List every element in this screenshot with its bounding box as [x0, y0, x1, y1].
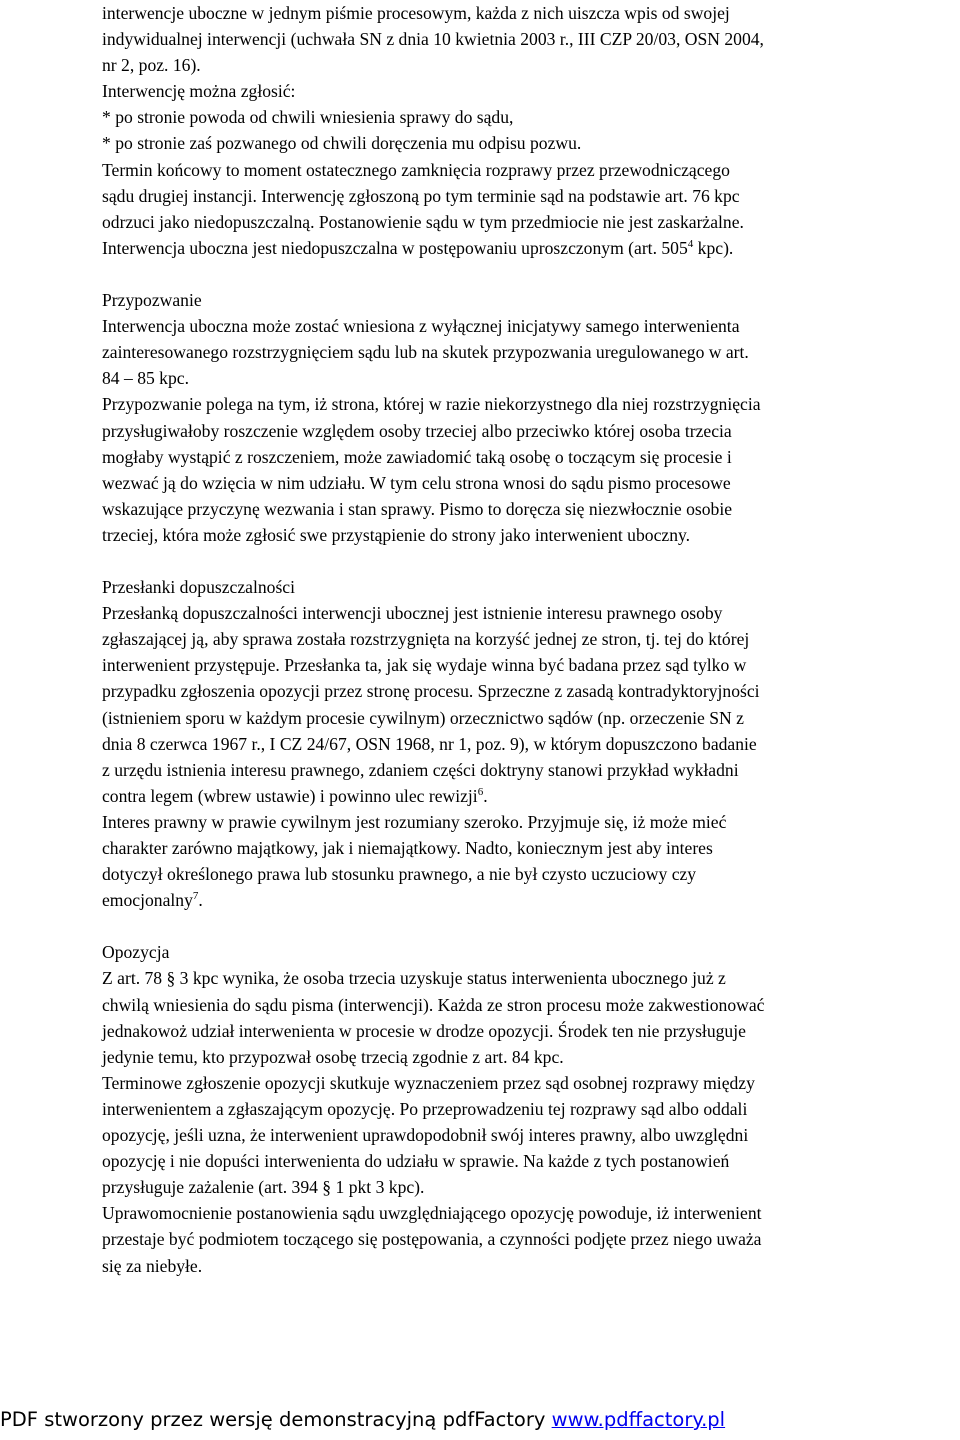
text-line: Przesłanką dopuszczalności interwencji ubocznej jest istnienie interesu prawnego osoby [102, 603, 723, 624]
text-line: nr 2, poz. 16). [102, 55, 201, 76]
text-line: Z art. 78 § 3 kpc wynika, że osoba trzecia uzyskuje status interwenienta ubocznego już z [102, 968, 726, 989]
text-line: trzeciej, która może zgłosić swe przystąpienie do strony jako interwenient uboczny. [102, 524, 691, 545]
text-line: z urzędu istnienia interesu prawnego, zdaniem części doktryny stanowi przykład wykładni [102, 759, 739, 780]
text-line: * po stronie powoda od chwili wniesienia sprawy do sądu, [102, 107, 514, 128]
text-line: przysługuje zażalenie (art. 394 § 1 pkt 3 kpc). [102, 1177, 425, 1198]
paragraph-gap [102, 548, 954, 574]
paragraph-gap [102, 913, 954, 939]
text-line: przysługiwałoby roszczenie względem osoby trzeciej albo przeciwko której osoba trzecia [102, 420, 732, 441]
text-line: zgłaszającej ją, aby sprawa została rozstrzygnięta na korzyść jednej ze stron, tj. tej do której [102, 629, 750, 650]
line-text: emocjonalny [102, 890, 193, 911]
text-line: dnia 8 czerwca 1967 r., I CZ 24/67, OSN 1968, nr 1, poz. 9), w którym dopuszczono badanie [102, 733, 757, 754]
text-line: Termin końcowy to moment ostatecznego zamknięcia rozprawy przez przewodniczącego [102, 159, 730, 180]
pdf-footer [0, 1408, 960, 1432]
text-line: mogłaby wystąpić z roszczeniem, może zawiadomić taką osobę o toczącym się procesie i [102, 446, 732, 467]
text-line: przypadku zgłoszenia opozycji przez stronę procesu. Sprzeczne z zasadą kontradyktoryjności [102, 681, 760, 702]
section-heading-przypozwanie: Przypozwanie [102, 290, 202, 311]
text-line: charakter zarówno majątkowy, jak i niemajątkowy. Nadto, koniecznym jest aby interes [102, 838, 713, 858]
section-heading-przeslanki: Przesłanki dopuszczalności [102, 577, 295, 598]
text-line [102, 887, 954, 913]
text-line: wezwać ją do wzięcia w nim udziału. W tym celu strona wnosi do sądu pismo procesowe [102, 472, 731, 493]
text-line: interwencje uboczne w jednym piśmie procesowym, każda z nich uiszcza wpis od swojej [102, 3, 730, 23]
text-line: opozycję, jeśli uzna, że interwenient uprawdopodobnił swój interes prawny, albo uwzględni [102, 1125, 749, 1146]
text-line: zainteresowanego rozstrzygnięciem sądu lub na skutek przypozwania uregulowanego w art. [102, 342, 749, 363]
line-text: contra legem (wbrew ustawie) i powinno ulec rewizji [102, 785, 478, 806]
text-line: Przypozwanie polega na tym, iż strona, której w razie niekorzystnego dla niej rozstrzygnięcia [102, 394, 761, 415]
text-line: przestaje być podmiotem toczącego się postępowania, a czynności podjęte przez niego uważa [102, 1229, 762, 1250]
text-line: dotyczył określonego prawa lub stosunku prawnego, a nie był czysto uczuciowy czy [102, 864, 697, 885]
text-line: Interwencję można zgłosić: [102, 81, 296, 102]
text-line: Uprawomocnienie postanowienia sądu uwzględniającego opozycję powoduje, iż interwenient [102, 1203, 762, 1224]
document-body [102, 0, 954, 1279]
text-line [102, 235, 954, 261]
text-line: sądu drugiej instancji. Interwencję zgłoszoną po tym terminie sąd na podstawie art. 76 kpc [102, 185, 740, 206]
text-line: Terminowe zgłoszenie opozycji skutkuje wyznaczeniem przez sąd osobnej rozprawy między [102, 1072, 755, 1093]
text-line: interwenient przystępuje. Przesłanka ta, jak się wydaje winna być badana przez sąd tylko w [102, 655, 747, 676]
pdffactory-link[interactable]: www.pdffactory.pl [551, 1408, 726, 1431]
text-line: * po stronie zaś pozwanego od chwili doręczenia mu odpisu pozwu. [102, 133, 582, 154]
text-line: się za niebyłe. [102, 1255, 203, 1276]
line-text: kpc). [693, 237, 734, 258]
footnote-marker-6: 6 [477, 785, 484, 798]
text-line: odrzuci jako niedopuszczalną. Postanowienie sądu w tym przedmiocie nie jest zaskarżalne. [102, 211, 744, 232]
footnote-marker-7: 7 [192, 890, 199, 903]
text-line: wskazujące przyczynę wezwania i stan sprawy. Pismo to doręcza się niezwłocznie osobie [102, 498, 733, 519]
text-line: opozycję i nie dopuści interwenienta do udziału w sprawie. Na każde z tych postanowień [102, 1151, 730, 1172]
text-line: jednakowoż udział interwenienta w procesie w drodze opozycji. Środek ten nie przysługuje [102, 1020, 746, 1041]
section-heading-opozycja: Opozycja [102, 942, 170, 963]
line-text: Interwencja uboczna jest niedopuszczalna w postępowaniu uproszczonym (art. 505 [102, 237, 688, 258]
paragraph-gap [102, 261, 954, 287]
text-line: Interes prawny w prawie cywilnym jest rozumiany szeroko. Przyjmuje się, iż może mieć [102, 811, 727, 832]
text-line: jedynie temu, kto przypozwał osobę trzecią zgodnie z art. 84 kpc. [102, 1046, 564, 1067]
line-text: . [198, 890, 203, 911]
text-line: 84 – 85 kpc. [102, 368, 189, 389]
text-line: interwenientem a zgłaszającym opozycję. Po przeprowadzeniu tej rozprawy sąd albo oddali [102, 1098, 748, 1119]
text-line: indywidualnej interwencji (uchwała SN z dnia 10 kwietnia 2003 r., III CZP 20/03, OSN 2004, [102, 29, 764, 50]
text-line [102, 783, 954, 809]
text-line: chwilą wniesienia do sądu pisma (interwencji). Każda ze stron procesu może zakwestionować [102, 994, 765, 1015]
text-line: Interwencja uboczna może zostać wniesiona z wyłącznej inicjatywy samego interwenienta [102, 316, 740, 337]
text-line: (istnieniem sporu w każdym procesie cywilnym) orzecznictwo sądów (np. orzeczenie SN z [102, 707, 744, 728]
footer-text: PDF stworzony przez wersję demonstracyjną pdfFactory [0, 1408, 552, 1431]
superscript: 4 [687, 237, 694, 250]
line-text: . [483, 785, 488, 806]
